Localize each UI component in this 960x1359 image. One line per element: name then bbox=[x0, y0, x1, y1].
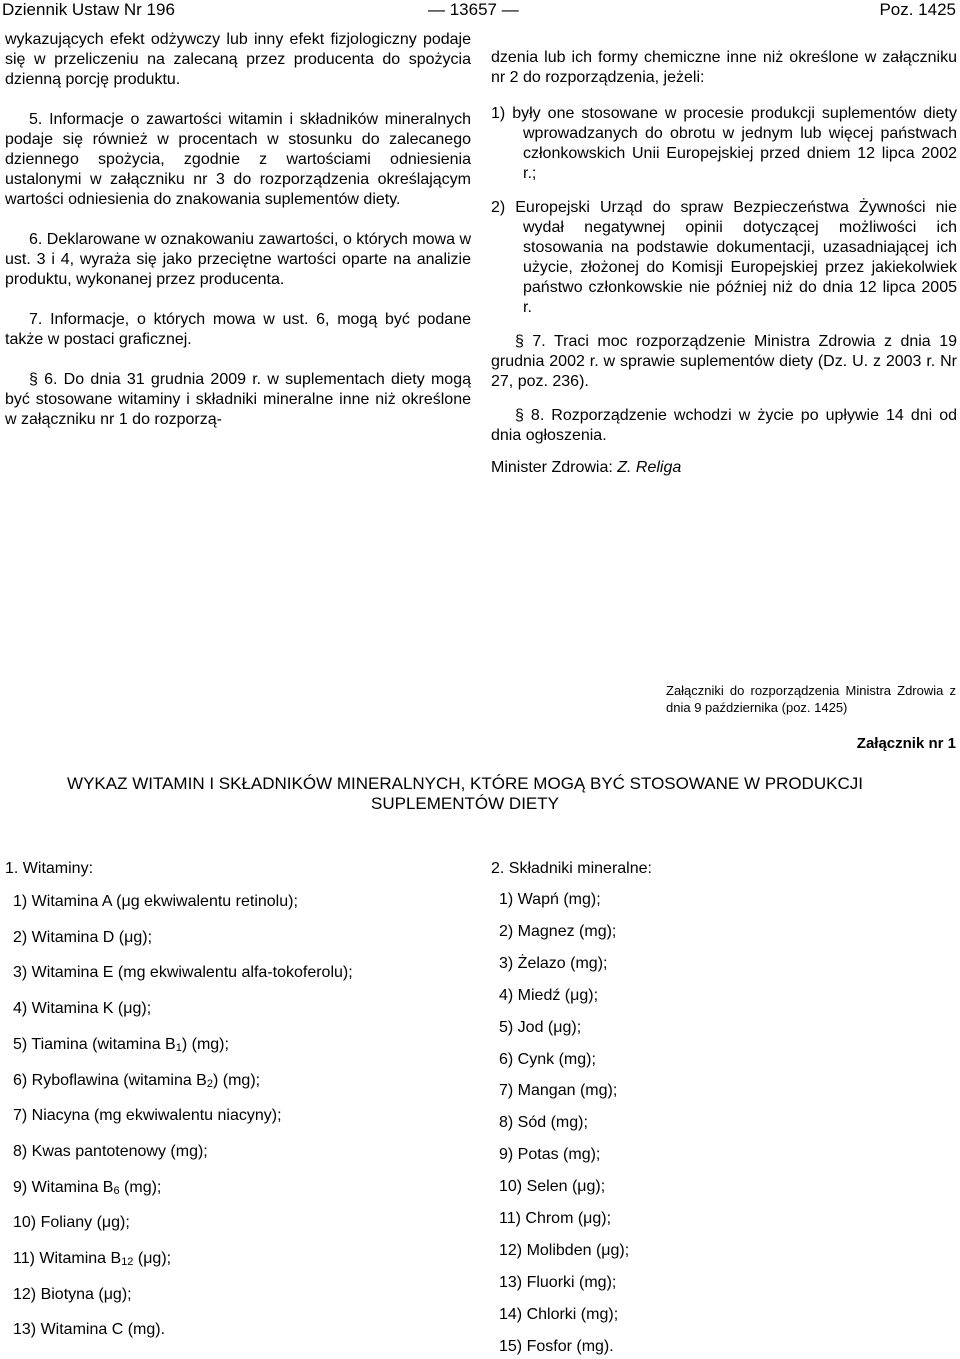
vitamin-item: 8) Kwas pantotenowy (mg); bbox=[13, 1142, 208, 1160]
mineral-item: 10) Selen (μg); bbox=[499, 1178, 606, 1196]
mineral-item: 7) Mangan (mg); bbox=[499, 1082, 618, 1100]
mineral-item: 6) Cynk (mg); bbox=[499, 1050, 596, 1068]
left-column bbox=[5, 30, 471, 430]
vitamin-item: 3) Witamina E (mg ekwiwalentu alfa-tokoferolu); bbox=[13, 964, 353, 982]
vitamins-heading: 1. Witaminy: bbox=[5, 860, 94, 877]
journal-title: Dziennik Ustaw Nr 196 bbox=[2, 0, 175, 19]
mineral-item: 12) Molibden (μg); bbox=[499, 1241, 630, 1259]
minerals-list bbox=[491, 860, 951, 1355]
vitamins-list bbox=[5, 860, 465, 1350]
mineral-item: 9) Potas (mg); bbox=[499, 1146, 601, 1164]
mineral-item: 15) Fosfor (mg). bbox=[499, 1337, 614, 1355]
annex-label: Załącznik nr 1 bbox=[856, 735, 956, 752]
attachments-note: Załączniki do rozporządzenia Ministra Zdrowia z dnia 9 października (poz. 1425) bbox=[666, 683, 956, 715]
position-number: Poz. 1425 bbox=[879, 0, 956, 19]
signature bbox=[491, 458, 957, 478]
vitamin-item: 10) Foliany (μg); bbox=[13, 1214, 130, 1232]
mineral-item: 1) Wapń (mg); bbox=[499, 891, 601, 908]
mineral-item: 13) Fluorki (mg); bbox=[499, 1273, 617, 1291]
vitamin-item: 12) Biotyna (μg); bbox=[13, 1285, 132, 1303]
paragraph-continuation: wykazujących efekt odżywczy lub inny efekt fizjologiczny podaje się w przeliczeniu na zalecaną przez producenta do spożycia dzienną porcję produktu. bbox=[5, 31, 471, 88]
vitamin-item: 13) Witamina C (mg). bbox=[13, 1321, 166, 1339]
vitamin-item: 11) Witamina $B_{12}$ (μg); bbox=[13, 1250, 172, 1268]
signature-role: Minister Zdrowia: bbox=[491, 459, 618, 476]
vitamin-item: 7) Niacyna (mg ekwiwalentu niacyny); bbox=[13, 1107, 282, 1125]
right-column bbox=[491, 48, 957, 478]
section-8: § 8. Rozporządzenie wchodzi w życie po upływie 14 dni od dnia ogłoszenia. bbox=[491, 407, 957, 444]
mineral-item: 4) Miedź (μg); bbox=[499, 986, 599, 1004]
condition-1: 1) były one stosowane w procesie produkcji suplementów diety wprowadzanych do obrotu w jednym lub więcej państwach członkowskich Unii Europejskiej przed dniem 12 lipca 2002 r.; bbox=[491, 105, 957, 182]
section-6: § 6. Do dnia 31 grudnia 2009 r. w suplementach diety mogą być stosowane witaminy i składniki mineralne inne niż określone w załączniku nr 1 do rozporzą- bbox=[5, 371, 471, 428]
vitamin-item: 5) Tiamina (witamina $B_1$) (mg); bbox=[13, 1035, 229, 1054]
section-7: § 7. Traci moc rozporządzenie Ministra Zdrowia z dnia 19 grudnia 2002 r. w sprawie suplementów diety (Dz. U. z 2003 r. Nr 27, poz. 236). bbox=[491, 333, 957, 390]
mineral-item: 8) Sód (mg); bbox=[499, 1114, 588, 1132]
vitamin-item: 6) Ryboflawina (witamina $B_2$) (mg); bbox=[13, 1071, 261, 1090]
minerals-heading: 2. Składniki mineralne: bbox=[491, 860, 652, 877]
mineral-item: 2) Magnez (mg); bbox=[499, 922, 617, 940]
annex-title: WYKAZ WITAMIN I SKŁADNIKÓW MINERALNYCH, KTÓRE MOGĄ BYĆ STOSOWANE W PRODUKCJI SUPLEMENTÓW DIETY bbox=[67, 774, 863, 813]
paragraph-7: 7. Informacje, o których mowa w ust. 6, mogą być podane także w postaci graficznej. bbox=[5, 311, 471, 348]
paragraph-6: 6. Deklarowane w oznakowaniu zawartości, o których mowa w ust. 3 i 4, wyraża się jako przeciętne wartości oparte na analizie produktu, wykonanej przez producenta. bbox=[5, 231, 471, 288]
paragraph-5: 5. Informacje o zawartości witamin i składników mineralnych podaje się również w procentach w stosunku do zalecanego dziennego spożycia, zgodnie z wartościami odniesienia ustalonymi w załączniku nr 3 do rozporządzenia określającym wartości odniesienia do znakowania suplementów diety. bbox=[5, 111, 471, 208]
vitamin-item: 4) Witamina K (μg); bbox=[13, 1000, 152, 1018]
vitamin-item: 9) Witamina $B_6$ (mg); bbox=[13, 1178, 162, 1197]
mineral-item: 14) Chlorki (mg); bbox=[499, 1305, 619, 1323]
vitamin-item: 1) Witamina A (μg ekwiwalentu retinolu); bbox=[13, 893, 298, 910]
section-6-continuation: dzenia lub ich formy chemiczne inne niż określone w załączniku nr 2 do rozporządzenia, jeżeli: bbox=[491, 49, 957, 86]
mineral-item: 5) Jod (μg); bbox=[499, 1018, 582, 1036]
condition-2: 2) Europejski Urząd do spraw Bezpieczeństwa Żywności nie wydał negatywnej opinii dotyczącej możliwości ich stosowania na podstawie dokumentacji, uzasadniającej ich użycie, złożonej do Komisji Europejskiej przez jakiekolwiek państwo członkowskie nie później niż do dnia 12 lipca 2005 r. bbox=[491, 199, 957, 316]
page-number: — 13657 — bbox=[428, 0, 519, 19]
page-header bbox=[0, 0, 960, 24]
signature-name: Z. Religa bbox=[617, 459, 682, 476]
mineral-item: 3) Żelazo (mg); bbox=[499, 954, 608, 972]
vitamin-item: 2) Witamina D (μg); bbox=[13, 928, 153, 946]
mineral-item: 11) Chrom (μg); bbox=[499, 1210, 612, 1227]
